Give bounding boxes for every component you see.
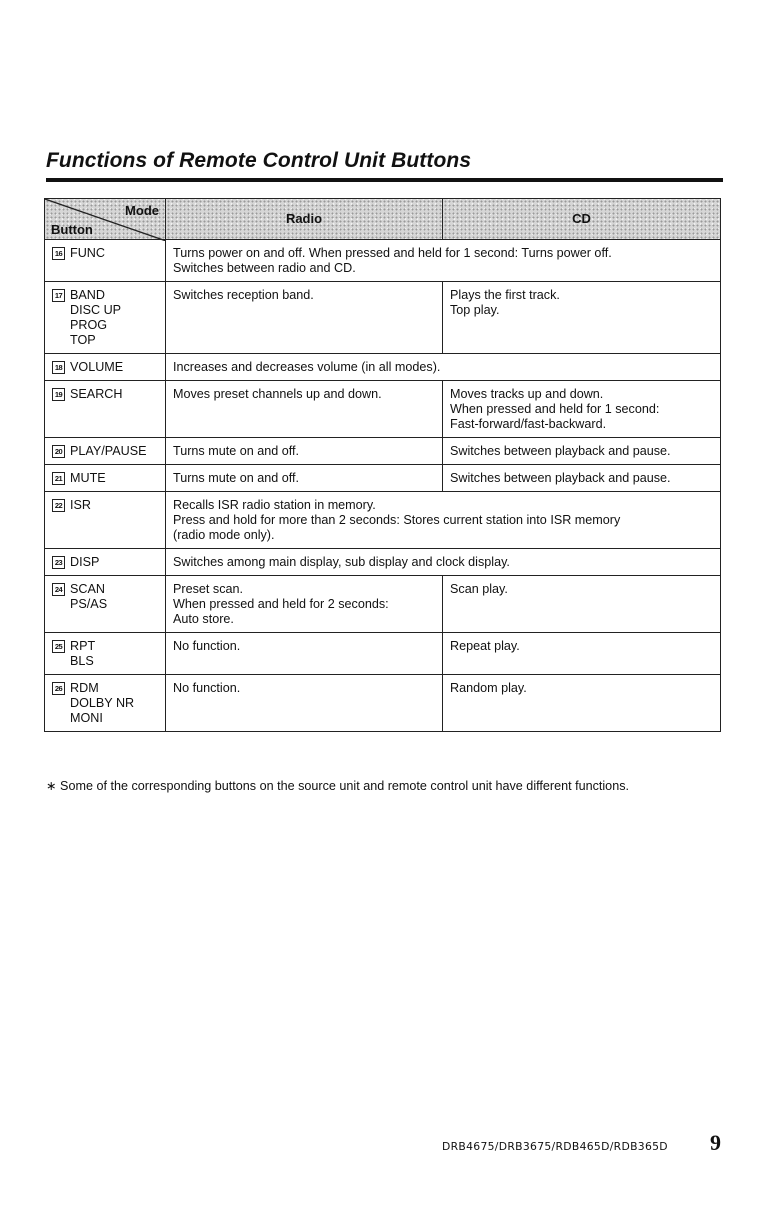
button-cell [45,675,166,732]
button-cell [45,549,166,576]
button-names [70,288,121,348]
function-description-cell [166,240,721,282]
description-line: Switches between radio and CD. [173,261,356,275]
description-line: Press and hold for more than 2 seconds: Stores current station into ISR memory [173,513,621,527]
button-name: BLS [70,654,94,668]
button-number-badge: 24 [52,583,65,596]
page-number: 9 [710,1130,721,1155]
radio-function-cell [166,381,443,438]
table-header-row [45,199,721,240]
radio-function-cell [166,465,443,492]
button-number-badge: 21 [52,472,65,485]
table-row [45,492,721,549]
button-name: MUTE [70,471,106,485]
cd-function-cell [443,633,721,675]
description-line: Switches between playback and pause. [450,471,671,485]
table-row [45,240,721,282]
button-name: RPT [70,639,96,653]
button-cell [45,492,166,549]
footnote: ∗ Some of the corresponding buttons on the source unit and remote control unit have different functions. [46,779,629,793]
table-row [45,633,721,675]
table-row [45,576,721,633]
button-cell [45,381,166,438]
cd-function-cell [443,465,721,492]
button-names [70,444,147,459]
button-cell [45,576,166,633]
button-number-badge: 20 [52,445,65,458]
table-row [45,354,721,381]
radio-function-cell [166,438,443,465]
button-name: PROG [70,318,108,332]
button-name: TOP [70,333,96,347]
table-row [45,675,721,732]
table-row [45,438,721,465]
radio-function-cell [166,576,443,633]
function-description-cell [166,354,721,381]
button-name: FUNC [70,246,105,260]
cd-function-cell [443,381,721,438]
description-line: Random play. [450,681,527,695]
button-number-badge: 17 [52,289,65,302]
description-line: Preset scan. [173,582,243,596]
cd-header-cell [443,199,721,240]
button-number-badge: 19 [52,388,65,401]
button-name: VOLUME [70,360,124,374]
button-names [70,387,122,402]
description-line: Switches between playback and pause. [450,444,671,458]
button-names [70,681,134,726]
radio-header-cell [166,199,443,240]
button-name: MONI [70,711,103,725]
description-line: Fast-forward/fast-backward. [450,417,607,431]
button-names [70,555,99,570]
description-line: Repeat play. [450,639,520,653]
button-number-badge: 18 [52,361,65,374]
button-cell [45,354,166,381]
button-names [70,498,91,513]
description-line: No function. [173,681,241,695]
table-row [45,282,721,354]
button-names [70,360,123,375]
button-cell [45,633,166,675]
description-line: Top play. [450,303,500,317]
mode-label: Mode [125,203,159,218]
table-row [45,549,721,576]
description-line: Moves tracks up and down. [450,387,604,401]
mode-button-header-cell [45,199,166,240]
button-name: SEARCH [70,387,123,401]
radio-function-cell [166,282,443,354]
radio-column-label: Radio [285,211,323,226]
button-name: SCAN [70,582,105,596]
description-line: Scan play. [450,582,508,596]
button-cell [45,465,166,492]
description-line: Turns power on and off. When pressed and held for 1 second: Turns power off. [173,246,612,260]
description-line: When pressed and held for 2 seconds: [173,597,389,611]
description-line: Moves preset channels up and down. [173,387,382,401]
button-name: PS/AS [70,597,108,611]
cd-function-cell [443,282,721,354]
description-line: Turns mute on and off. [173,471,300,485]
button-names [70,639,95,669]
description-line: Switches among main display, sub display and clock display. [173,555,510,569]
button-cell [45,282,166,354]
model-numbers: DRB4675/DRB3675/RDB465D/RDB365D [442,1140,668,1153]
description-line: Turns mute on and off. [173,444,300,458]
button-number-badge: 25 [52,640,65,653]
button-number-badge: 22 [52,499,65,512]
function-description-cell [166,549,721,576]
description-line: Recalls ISR radio station in memory. [173,498,376,512]
button-name: DISC UP [70,303,122,317]
description-line: Increases and decreases volume (in all modes). [173,360,441,374]
radio-function-cell [166,633,443,675]
table-row [45,381,721,438]
button-names [70,471,106,486]
table-row [45,465,721,492]
button-name: RDM [70,681,99,695]
button-name: ISR [70,498,91,512]
button-number-badge: 23 [52,556,65,569]
cd-column-label: CD [572,211,591,226]
button-number-badge: 16 [52,247,65,260]
page-title: Functions of Remote Control Unit Buttons [46,149,472,172]
button-name: DOLBY NR [70,696,135,710]
button-name: PLAY/PAUSE [70,444,147,458]
table-body [45,240,721,732]
function-description-cell [166,492,721,549]
button-name: DISP [70,555,100,569]
button-cell [45,438,166,465]
button-functions-table [44,198,721,732]
description-line: Auto store. [173,612,234,626]
description-line: No function. [173,639,241,653]
button-name: BAND [70,288,105,302]
description-line: When pressed and held for 1 second: [450,402,660,416]
button-label: Button [51,222,93,237]
description-line: Plays the first track. [450,288,560,302]
description-line: (radio mode only). [173,528,275,542]
radio-function-cell [166,675,443,732]
button-cell [45,240,166,282]
cd-function-cell [443,438,721,465]
description-line: Switches reception band. [173,288,314,302]
title-rule [46,178,723,182]
button-names [70,582,107,612]
button-names [70,246,105,261]
cd-function-cell [443,576,721,633]
cd-function-cell [443,675,721,732]
button-number-badge: 26 [52,682,65,695]
